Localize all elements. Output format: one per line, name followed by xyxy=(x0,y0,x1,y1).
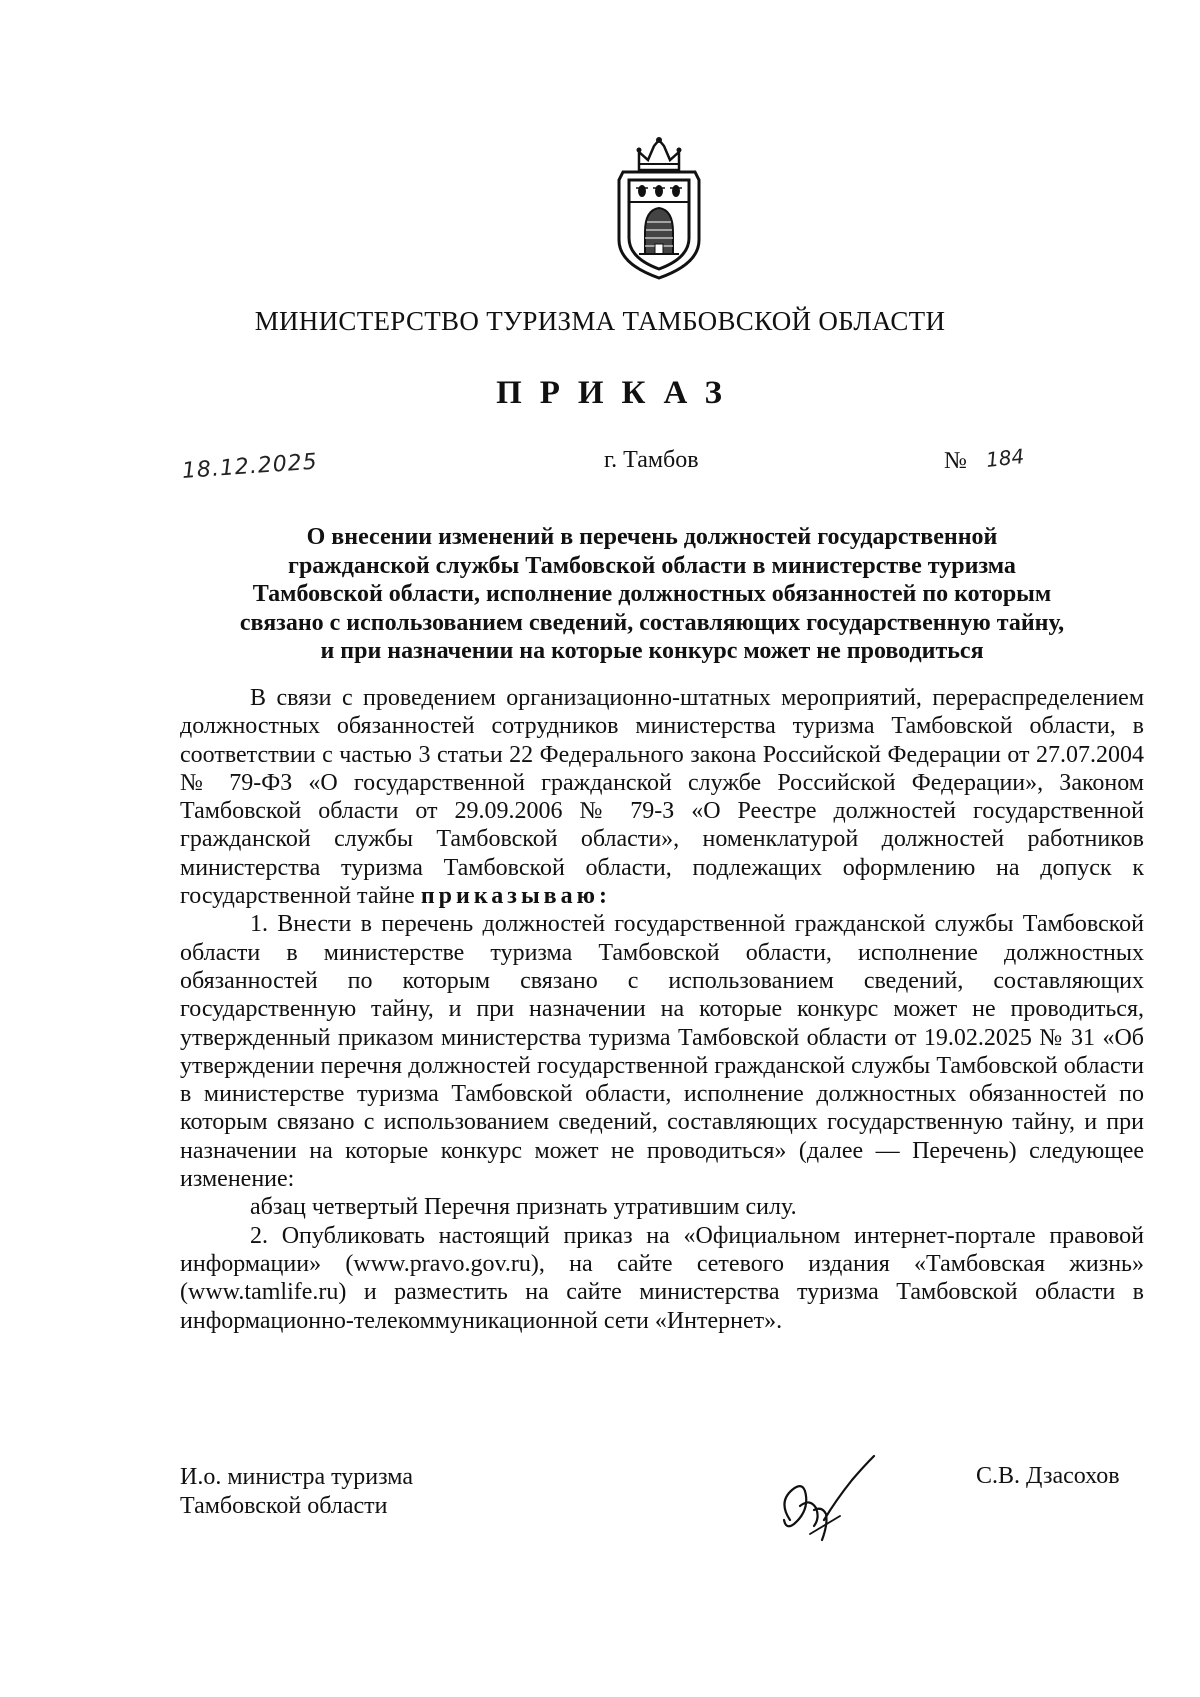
title-line: связано с использованием сведений, составляющих государственную тайну, xyxy=(239,609,1065,636)
title-line: О внесении изменений в перечень должностей государственной xyxy=(306,524,998,550)
handwritten-date: 18.12.2025 xyxy=(181,449,319,484)
item-1-paragraph: 1. Внести в перечень должностей государственной гражданской службы Тамбовской области в министерстве туризма Тамбовской области, исполнение должностных обязанностей по которым связано с использованием сведений, составляющих государственную тайну, и при назначении на которые конкурс может не проводиться, утвержденный приказом министерства туризма Тамбовской области от 19.02.2025 № 31 «Об утверждении перечня должностей государственной гражданской службы Тамбовской области в министерстве туризма Тамбовской области, исполнение должностных обязанностей по которым связано с использованием сведений, составляющих государственную тайну, и при назначении на которые конкурс может не проводиться» (далее — Перечень) следующее изменение: xyxy=(180,911,1144,1193)
signatory-role-line: Тамбовской области xyxy=(180,1492,388,1519)
preamble-paragraph xyxy=(180,684,1144,910)
signatory-role-line: И.о. министра туризма xyxy=(180,1464,413,1490)
ministry-name: МИНИСТЕРСТВО ТУРИЗМА ТАМБОВСКОЙ ОБЛАСТИ xyxy=(254,306,946,336)
city: г. Тамбов xyxy=(604,447,699,473)
title-line: гражданской службы Тамбовской области в министерстве туризма xyxy=(288,552,1016,579)
signatory-role xyxy=(180,1463,413,1520)
title-line: и при назначении на которые конкурс может не проводиться xyxy=(320,638,984,664)
item-1-sub-paragraph: абзац четвертый Перечня признать утратившим силу. xyxy=(250,1194,797,1221)
handwritten-signature-icon xyxy=(770,1450,882,1550)
document-title xyxy=(180,523,1124,666)
title-line: Тамбовской области, исполнение должностных обязанностей по которым xyxy=(252,581,1052,607)
document-body xyxy=(180,684,1144,1335)
coat-of-arms-icon xyxy=(608,136,710,282)
order-word: приказываю: xyxy=(420,883,611,910)
handwritten-number: 184 xyxy=(984,444,1026,472)
preamble-text: В связи с проведением организационно-штатных мероприятий, перераспределением должностных обязанностей сотрудников министерства туризма Тамбовской области, в соответствии с частью 3 статьи 22 Федерального закона Российской Федерации от 27.07.2004 № 79-ФЗ «О государственной гражданской службе Российской Федерации», Законом Тамбовской области от 29.09.2006 № 79-З «О Реестре должностей государственной гражданской службы Тамбовской области», номенклатурой должностей работников министерства туризма Тамбовской области, подлежащих оформлению на допуск к государственной тайне xyxy=(180,685,1144,910)
document-type: ПРИКАЗ xyxy=(496,375,740,411)
signatory-name: С.В. Дзасохов xyxy=(976,1463,1120,1489)
number-label: № xyxy=(944,448,967,474)
item-2-paragraph: 2. Опубликовать настоящий приказ на «Официальном интернет-портале правовой информации» (www.pravo.gov.ru), на сайте сетевого издания «Тамбовская жизнь» (www.tamlife.ru) и разместить на сайте министерства туризма Тамбовской области в информационно-телекоммуникационной сети «Интернет». xyxy=(180,1222,1144,1334)
